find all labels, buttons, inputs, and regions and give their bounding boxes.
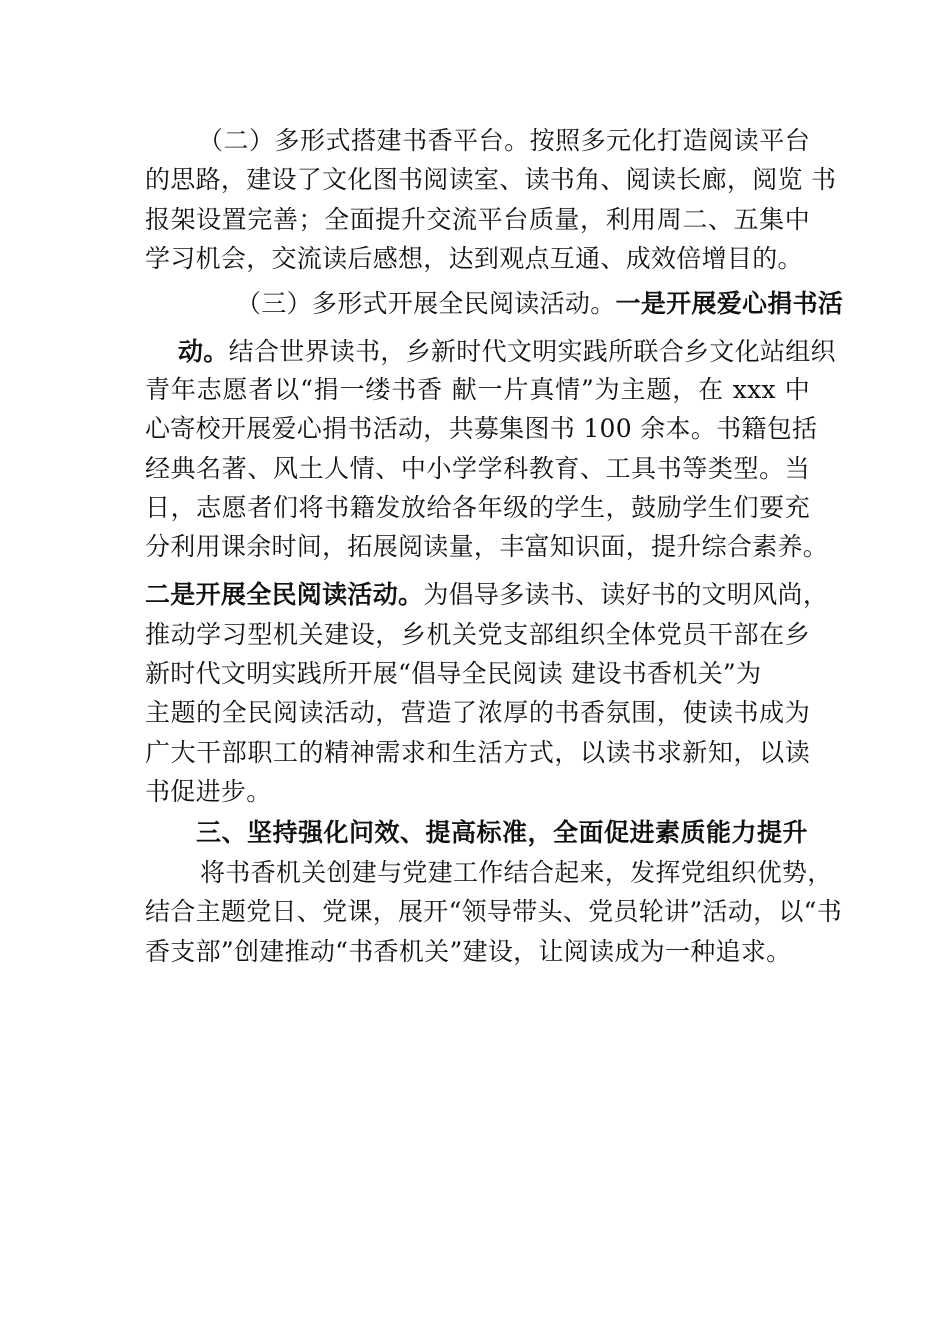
paragraph-3-line-2-text: 结合世界读书，乡新时代文明实践所联合乡文化站组织 bbox=[228, 337, 836, 366]
paragraph-3-bold-lead: 一是开展爱心捐书活 bbox=[615, 289, 844, 318]
paragraph-2-line-4: 学习机会，交流读后感想，达到观点互通、成效倍增目的。 bbox=[145, 244, 803, 273]
paragraph-3-line-4: 心寄校开展爱心捐书活动，共募集图书 100 余本。书籍包括 bbox=[145, 414, 818, 443]
paragraph-3-bold-tail: 动。 bbox=[178, 337, 229, 366]
paragraph-3-line-2 bbox=[178, 332, 836, 372]
paragraph-4-line-6: 书促进步。 bbox=[145, 777, 272, 806]
paragraph-4-line-5: 广大干部职工的精神需求和生活方式，以读书求新知，以读 bbox=[145, 738, 810, 767]
section-3-line-3: 香支部”创建推动“书香机关”建设，让阅读成为一种追求。 bbox=[145, 937, 792, 966]
paragraph-4-bold-lead: 二是开展全民阅读活动。 bbox=[145, 580, 424, 609]
paragraph-3-line-1 bbox=[236, 284, 844, 324]
paragraph-3-line-3: 青年志愿者以“捐一缕书香 献一片真情”为主题，在 xxx 中 bbox=[145, 375, 810, 404]
paragraph-3-line-5: 经典名著、风土人情、中小学学科教育、工具书等类型。当 bbox=[145, 454, 810, 483]
paragraph-2-line-1: （二）多形式搭建书香平台。按照多元化打造阅读平台 bbox=[198, 126, 810, 155]
paragraph-4-line-2: 推动学习型机关建设，乡机关党支部组织全体党员干部在乡 bbox=[145, 620, 810, 649]
paragraph-4-line-3: 新时代文明实践所开展“倡导全民阅读 建设书香机关”为 bbox=[145, 659, 762, 688]
paragraph-2-line-3: 报架设置完善；全面提升交流平台质量，利用周二、五集中 bbox=[145, 205, 810, 234]
section-3-line-2: 结合主题党日、党课，展开“领导带头、党员轮讲”活动，以“书 bbox=[145, 897, 843, 926]
paragraph-3-line-7: 分利用课余时间，拓展阅读量，丰富知识面，提升综合素养。 bbox=[145, 532, 829, 561]
paragraph-4-line-1 bbox=[145, 575, 829, 615]
section-3-heading: 三、坚持强化问效、提高标准，全面促进素质能力提升 bbox=[196, 818, 809, 847]
paragraph-4-line-4: 主题的全民阅读活动，营造了浓厚的书香氛围，使读书成为 bbox=[145, 698, 810, 727]
paragraph-3-line-6: 日，志愿者们将书籍发放给各年级的学生，鼓励学生们要充 bbox=[145, 493, 810, 522]
paragraph-2-line-2: 的思路，建设了文化图书阅读室、读书角、阅读长廊，阅览 书 bbox=[145, 165, 837, 194]
paragraph-3-heading: （三）多形式开展全民阅读活动。 bbox=[236, 289, 616, 318]
paragraph-4-line-1-text: 为倡导多读书、读好书的文明风尚， bbox=[423, 580, 829, 609]
section-3-line-1: 将书香机关创建与党建工作结合起来，发挥党组织优势， bbox=[200, 858, 833, 887]
